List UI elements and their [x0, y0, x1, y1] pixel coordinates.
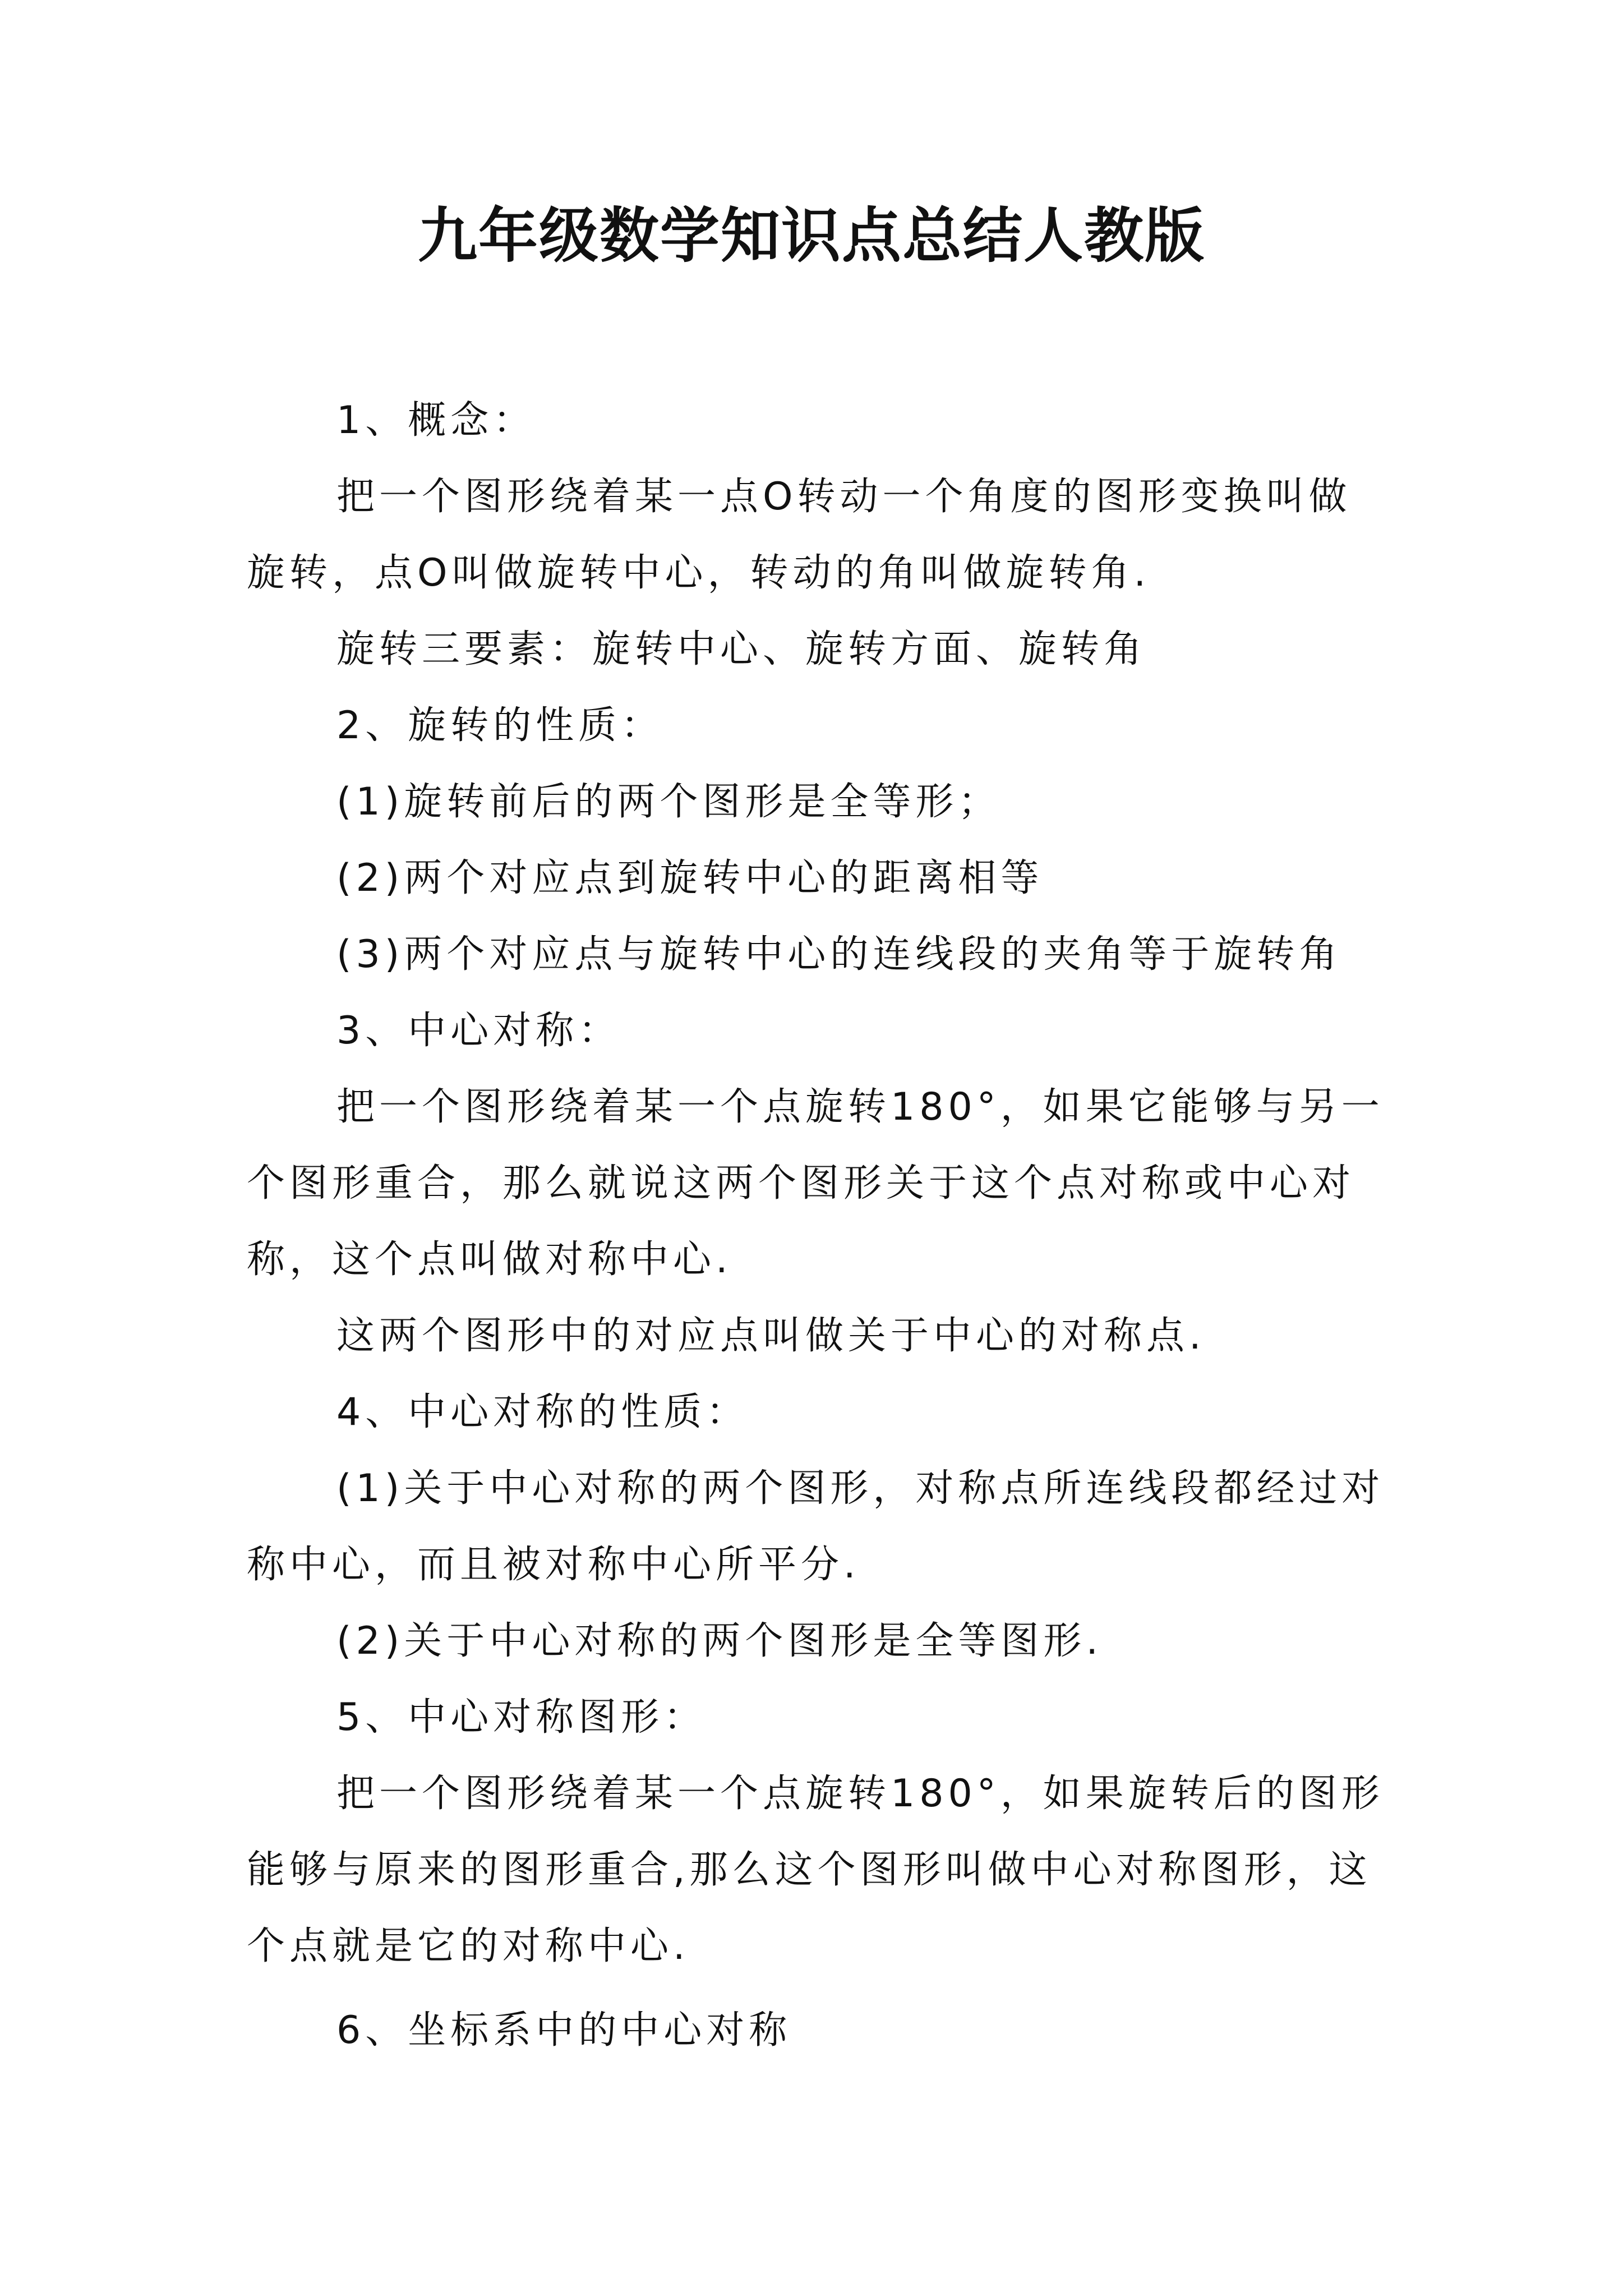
paragraph-central-symmetry-properties-heading: 4、中心对称的性质： — [336, 1390, 749, 1434]
paragraph-central-symmetry-property-2: (2)关于中心对称的两个图形是全等图形. — [336, 1619, 1103, 1663]
document-body — [247, 383, 1385, 2069]
paragraph-central-symmetry-heading: 3、中心对称： — [336, 1009, 621, 1053]
paragraph-centrally-symmetric-figure-definition: 把一个图形绕着某一个点旋转180°，如果旋转后的图形能够与原来的图形重合,那么这个图形叫做中心对称图形，这个点就是它的对称中心. — [247, 1772, 1384, 1968]
paragraph-rotation-property-1: (1)旋转前后的两个图形是全等形； — [336, 780, 1001, 824]
paragraph-concept-heading: 1、概念： — [336, 398, 536, 443]
paragraph-central-symmetry-definition: 把一个图形绕着某一个点旋转180°，如果它能够与另一个图形重合，那么就说这两个图形关于这个点对称或中心对称，这个点叫做对称中心. — [247, 1085, 1384, 1282]
paragraph-rotation-property-3: (3)两个对应点与旋转中心的连线段的夹角等于旋转角 — [336, 932, 1342, 977]
paragraph-central-symmetry-property-1: (1)关于中心对称的两个图形，对称点所连线段都经过对称中心，而且被对称中心所平分. — [247, 1466, 1385, 1587]
paragraph-rotation-property-2: (2)两个对应点到旋转中心的距离相等 — [336, 856, 1044, 900]
paragraph-rotation-definition: 把一个图形绕着某一点O转动一个角度的图形变换叫做旋转，点O叫做旋转中心，转动的角叫做旋转角. — [247, 475, 1352, 595]
paragraph-coordinate-symmetry-heading: 6、坐标系中的中心对称 — [336, 2008, 792, 2053]
paragraph-symmetric-points: 这两个图形中的对应点叫做关于中心的对称点. — [336, 1314, 1206, 1358]
paragraph-centrally-symmetric-figure-heading: 5、中心对称图形： — [336, 1695, 707, 1740]
paragraph-rotation-elements: 旋转三要素：旋转中心、旋转方面、旋转角 — [336, 627, 1147, 671]
document-title: 九年级数学知识点总结人教版 — [418, 200, 1205, 270]
paragraph-rotation-properties-heading: 2、旋转的性质： — [336, 703, 664, 748]
